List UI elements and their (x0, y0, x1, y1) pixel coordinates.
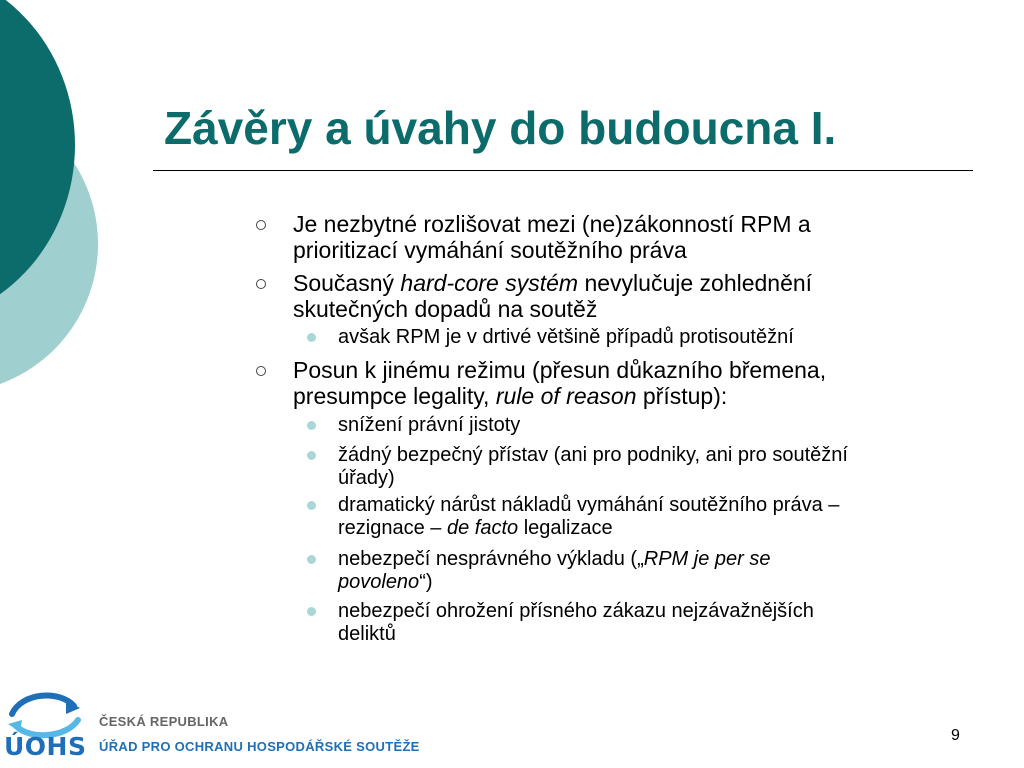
text-segment: přístup): (636, 383, 728, 409)
sub-bullet-dot-icon (307, 555, 316, 564)
sub-bullet-text: deliktů (338, 623, 396, 645)
sub-bullet-text: úřady) (338, 467, 395, 489)
logo-wordmark: ÚOHS (4, 732, 87, 761)
text-segment: Současný (293, 270, 401, 296)
sub-bullet-dot-icon (307, 421, 316, 430)
bullet-item (293, 211, 811, 263)
text-segment: nebezpečí nesprávného výkladu („ (338, 548, 644, 570)
text-segment: presumpce legality, (293, 383, 496, 409)
sub-bullet-dot-icon (307, 451, 316, 460)
sub-bullet-text (338, 571, 770, 594)
org-country-label: ČESKÁ REPUBLIKA (99, 714, 229, 729)
bullet-text-line: skutečných dopadů na soutěž (293, 296, 598, 322)
sub-bullet-dot-icon (307, 333, 316, 342)
sub-bullet-item (338, 326, 794, 349)
sub-bullet-text (338, 548, 770, 571)
slide-title: Závěry a úvahy do budoucna I. (164, 102, 837, 154)
italic-term: hard-core systém (400, 270, 579, 296)
bullet-text-line (293, 270, 812, 296)
sub-bullet-dot-icon (307, 607, 316, 616)
bullet-text-line (293, 383, 826, 409)
sub-bullet-item (338, 548, 770, 594)
bullet-item (293, 270, 812, 322)
italic-term: rule of reason (495, 383, 637, 409)
italic-term: povoleno (338, 571, 420, 593)
sub-bullet-item (338, 414, 520, 437)
sub-bullet-dot-icon (307, 501, 316, 510)
sub-bullet-item (338, 494, 839, 540)
bullet-text-line: Je nezbytné rozlišovat mezi (ne)zákonností RPM a (293, 211, 811, 237)
text-segment: rezignace – (338, 517, 447, 539)
italic-term: RPM je per se (643, 548, 771, 570)
bullet-ring-icon (256, 366, 266, 376)
sub-bullet-text: snížení právní jistoty (338, 414, 521, 436)
page-number: 9 (951, 727, 960, 744)
bullet-text-line: prioritizací vymáhání soutěžního práva (293, 237, 687, 263)
org-name-label: ÚŘAD PRO OCHRANU HOSPODÁŘSKÉ SOUTĚŽE (99, 739, 420, 754)
sub-bullet-text: dramatický nárůst nákladů vymáhání soutěžního práva – (338, 494, 840, 516)
sub-bullet-item (338, 444, 848, 490)
italic-term: de facto (446, 517, 519, 539)
bullet-ring-icon (256, 279, 266, 289)
sub-bullet-text: žádný bezpečný přístav (ani pro podniky, ani pro soutěžní (338, 444, 848, 466)
sub-bullet-item (338, 600, 814, 646)
text-segment: legalizace (518, 517, 613, 539)
bullet-ring-icon (256, 220, 266, 230)
sub-bullet-text: nebezpečí ohrožení přísného zákazu nejzávažnějších (338, 600, 814, 622)
text-segment: nevylučuje zohlednění (578, 270, 813, 296)
sub-bullet-text: avšak RPM je v drtivé většině případů protisoutěžní (338, 326, 794, 348)
bullet-text-line: Posun k jinému režimu (přesun důkazního břemena, (293, 357, 827, 383)
bullet-item (293, 357, 826, 409)
text-segment: “) (419, 571, 433, 593)
sub-bullet-text (338, 517, 839, 540)
